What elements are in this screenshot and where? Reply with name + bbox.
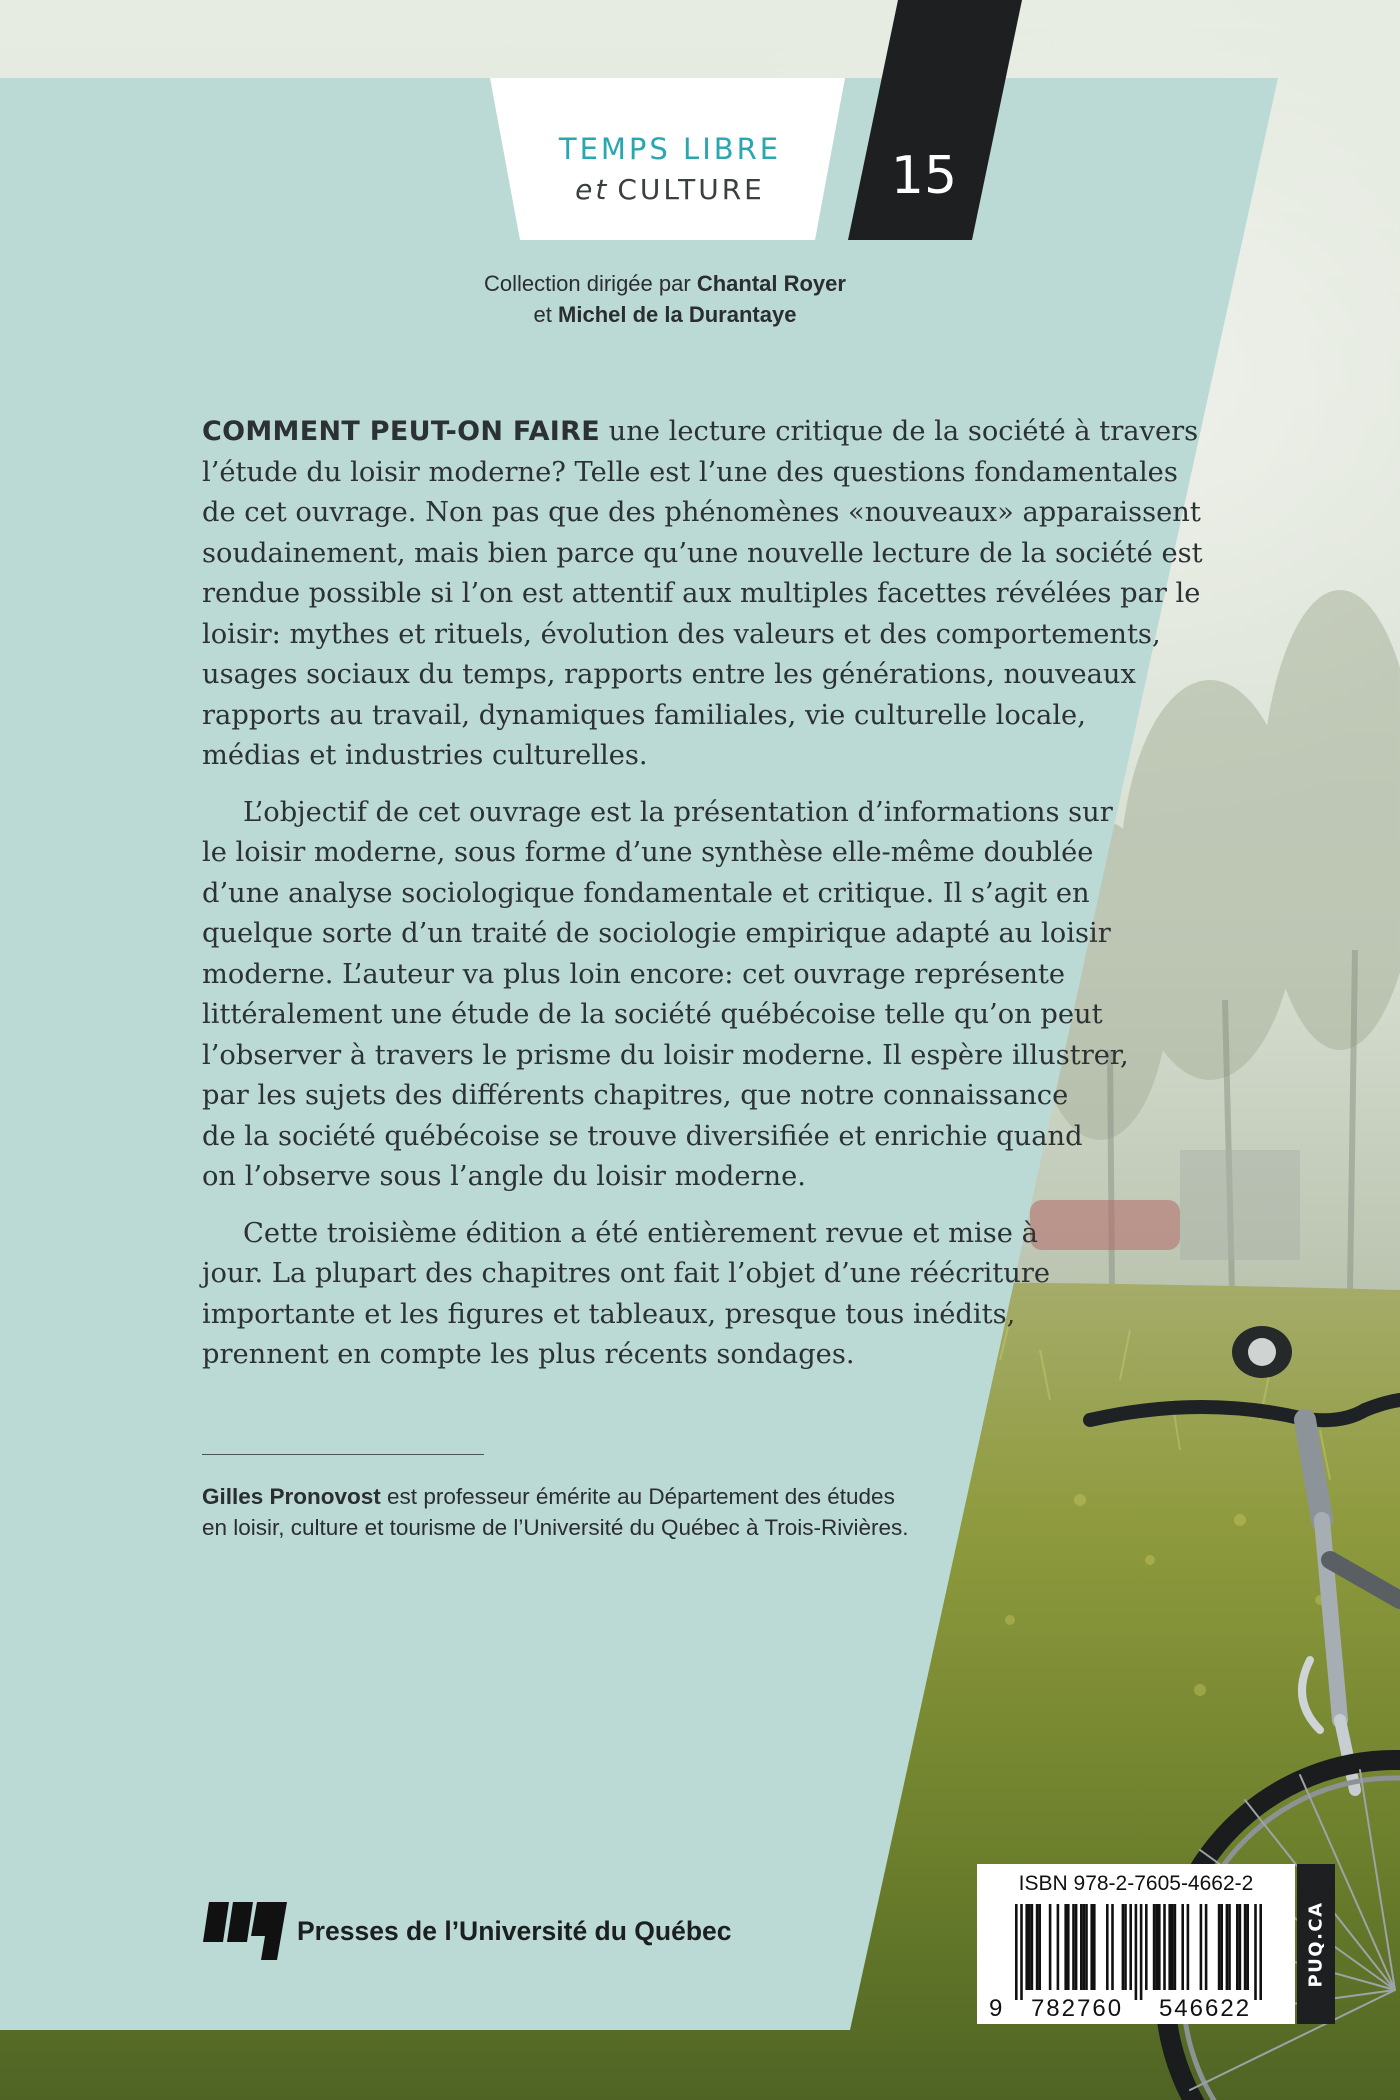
barcode-bar — [1246, 1904, 1249, 1990]
barcode-bar — [1031, 1904, 1034, 1990]
barcode-bar — [1090, 1904, 1093, 1990]
barcode-bar — [1106, 1904, 1109, 1990]
blurb-paragraph-2 — [202, 793, 1162, 1198]
barcode-bar — [1080, 1904, 1083, 1990]
isbn-label: ISBN 978-2-7605-4662-2 — [1018, 1872, 1254, 1895]
blurb-line: soudainement, mais bien parce qu’une nouvelle lecture de la société est — [202, 537, 1203, 569]
blurb-line: l’observer à travers le prisme du loisir moderne. Il espère illustrer, — [202, 1039, 1129, 1071]
barcode-bar — [1153, 1904, 1156, 1990]
blurb-line: moderne. L’auteur va plus loin encore: cet ouvrage représente — [202, 958, 1066, 990]
barcode-bar — [1038, 1904, 1041, 1990]
blurb-line: rendue possible si l’on est attentif aux multiples facettes révélées par le — [202, 578, 1201, 609]
series-title-rest: CULTURE — [617, 173, 765, 206]
barcode-bars — [1015, 1904, 1262, 2000]
barcode-bar — [1145, 1904, 1148, 1990]
author-name: Gilles Pronovost — [202, 1484, 381, 1509]
barcode-bar — [1220, 1904, 1223, 1990]
series-number: 15 — [890, 146, 958, 206]
barcode-bar — [1140, 1904, 1143, 2000]
series-title-line1: TEMPS LIBRE — [558, 132, 782, 166]
barcode-bar — [1122, 1904, 1125, 1990]
author-bio-line2: en loisir, culture et tourisme de l’Université du Québec à Trois-Rivières. — [202, 1515, 909, 1540]
barcode-bar — [1155, 1904, 1158, 1990]
blurb-line: littéralement une étude de la société québécoise telle qu’on peut — [202, 999, 1103, 1030]
barcode-bar — [1200, 1904, 1203, 1990]
barcode-bar — [1036, 1904, 1039, 1990]
series-title-italic: et — [575, 173, 610, 206]
barcode-bar — [1205, 1904, 1208, 1990]
barcode-bar — [1135, 1904, 1138, 2000]
blurb-line: importante et les figures et tableaux, presque tous inédits, — [202, 1298, 1016, 1330]
blurb-line: usages sociaux du temps, rapports entre les générations, nouveaux — [202, 659, 1136, 690]
barcode-bar — [1244, 1904, 1247, 1990]
blurb-line: le loisir moderne, sous forme d’une synthèse elle-même doublée — [202, 837, 1094, 868]
blurb-line: quelque sorte d’un traité de sociologie empirique adapté au loisir — [202, 918, 1111, 949]
author-bio-line1: est professeur émérite au Département des études — [380, 1484, 895, 1509]
collection-editor-2: Michel de la Durantaye — [558, 302, 797, 327]
blurb-line: l’étude du loisir moderne? Telle est l’une des questions fondamentales — [202, 456, 1178, 488]
barcode-bar — [1067, 1904, 1070, 1990]
barcode-bar — [1218, 1904, 1221, 1990]
blurb-line: par les sujets des différents chapitres, que notre connaissance — [202, 1080, 1069, 1111]
barcode-digits-left: 782760 — [1030, 1995, 1124, 2022]
barcode-digit-first: 9 — [989, 1995, 1003, 2022]
blurb-lead: COMMENT PEUT-ON FAIRE — [202, 416, 600, 447]
author-bio — [202, 1481, 982, 1543]
barcode-bar — [1163, 1904, 1166, 1990]
barcode-bar — [1129, 1904, 1132, 1990]
publisher-name: Presses de l’Université du Québec — [297, 1916, 732, 1946]
blurb-line: de la société québécoise se trouve diversifiée et enrichie quand — [202, 1120, 1083, 1152]
blurb-line: médias et industries culturelles. — [202, 740, 648, 771]
blurb-line: L’objectif de cet ouvrage est la présentation d’informations sur — [243, 796, 1113, 828]
blurb-line: COMMENT PEUT-ON FAIRE une lecture critique de la société à travers — [202, 416, 1199, 447]
blurb-line: loisir: mythes et rituels, évolution des valeurs et des comportements, — [202, 618, 1161, 650]
barcode-bar — [1226, 1904, 1229, 1990]
barcode-box — [977, 1864, 1295, 2024]
barcode-bar — [1124, 1904, 1127, 1990]
barcode-bar — [1020, 1904, 1023, 2000]
barcode-bar — [1174, 1904, 1177, 1990]
barcode-bar — [1075, 1904, 1078, 1990]
barcode-bar — [1028, 1904, 1031, 1990]
barcode-bar — [1025, 1904, 1028, 1990]
barcode-bar — [1085, 1904, 1088, 1990]
barcode-bar — [1057, 1904, 1060, 1990]
barcode-bar — [1168, 1904, 1171, 1990]
barcode-bar — [1236, 1904, 1239, 1990]
blurb-line: Cette troisième édition a été entièrement revue et mise à — [243, 1217, 1038, 1249]
barcode-bar — [1049, 1904, 1052, 1990]
barcode-bar — [1171, 1904, 1174, 1990]
collection-conj: et — [533, 302, 552, 327]
barcode-bar — [1187, 1904, 1190, 1990]
collection-prefix: Collection dirigée par — [484, 271, 691, 296]
blurb-line: de cet ouvrage. Non pas que des phénomènes «nouveaux» apparaissent — [202, 497, 1201, 528]
barcode-bar — [1111, 1904, 1114, 1990]
barcode-bar — [1083, 1904, 1086, 1990]
blurb-line: jour. La plupart des chapitres ont fait l’objet d’une réécriture — [202, 1258, 1051, 1289]
blurb-line: d’une analyse sociologique fondamentale et critique. Il s’agit en — [202, 877, 1090, 909]
blurb-line: on l’observe sous l’angle du loisir moderne. — [202, 1161, 806, 1192]
barcode-bar — [1015, 1904, 1018, 2000]
series-title-line2 — [500, 173, 840, 206]
barcode-bar — [1064, 1904, 1067, 1990]
puq-logo-icon — [203, 1896, 287, 1960]
blurb-line: prennent en compte les plus récents sondages. — [202, 1339, 855, 1370]
blurb-paragraph-1 — [202, 412, 1203, 777]
barcode-bar — [1072, 1904, 1075, 1990]
collection-editors — [380, 268, 950, 330]
barcode-bar — [1259, 1904, 1262, 2000]
barcode-bar — [1093, 1904, 1096, 1990]
author-divider — [202, 1454, 484, 1455]
blurb-paragraph-3 — [202, 1214, 1162, 1376]
collection-editor-1: Chantal Royer — [696, 271, 846, 296]
barcode-digits-right: 546622 — [1158, 1995, 1252, 2022]
blurb-line: rapports au travail, dynamiques familiales, vie culturelle locale, — [202, 699, 1086, 731]
barcode-bar — [1181, 1904, 1184, 1990]
barcode-bar — [1239, 1904, 1242, 1990]
barcode-bar — [1228, 1904, 1231, 1990]
ean-barcode — [977, 1904, 1295, 2022]
barcode-bar — [1158, 1904, 1161, 1990]
barcode-bar — [1254, 1904, 1257, 2000]
blurb-text — [202, 412, 1203, 1392]
side-tab-label: PUQ.CA — [1305, 1900, 1327, 1988]
side-tab-text — [1297, 1864, 1335, 2024]
